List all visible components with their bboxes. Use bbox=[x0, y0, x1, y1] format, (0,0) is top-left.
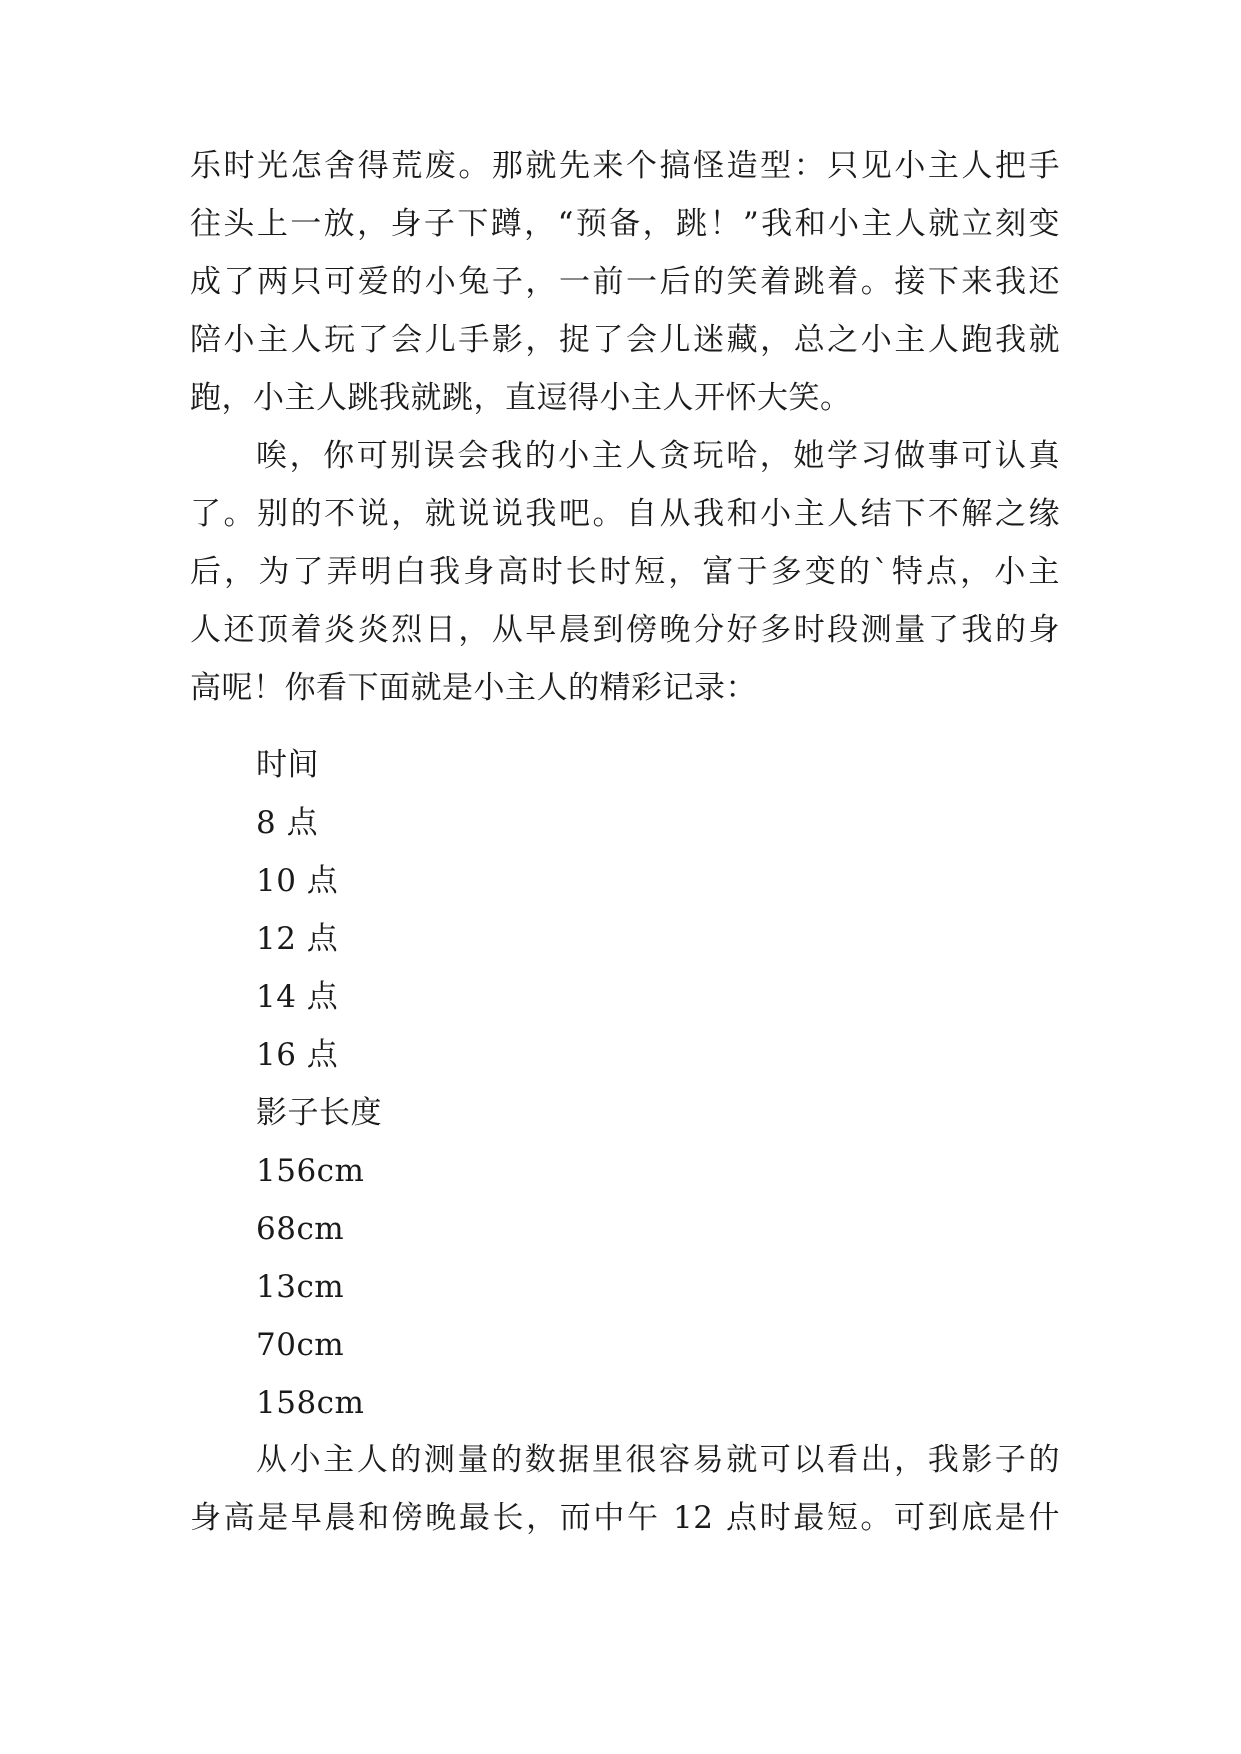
paragraph-2-line-4: 人还顶着炎炎烈日，从早晨到傍晚分好多时段测量了我的身 bbox=[190, 612, 1060, 648]
record-time-item: 10 点 bbox=[256, 863, 339, 899]
paragraph-2-line-3: 后，为了弄明白我身高时长时短，富于多变的`特点，小主 bbox=[190, 554, 1060, 590]
record-time-item: 14 点 bbox=[256, 979, 339, 1015]
paragraph-2-line-1: 唉，你可别误会我的小主人贪玩哈，她学习做事可认真 bbox=[256, 438, 1060, 474]
record-time-item: 12 点 bbox=[256, 921, 339, 957]
record-time-item: 16 点 bbox=[256, 1037, 339, 1073]
record-length-header: 影子长度 bbox=[256, 1095, 382, 1131]
paragraph-1-line-5: 跑，小主人跳我就跳，直逗得小主人开怀大笑。 bbox=[190, 380, 852, 416]
record-time-header: 时间 bbox=[256, 747, 319, 783]
record-length-item: 158cm bbox=[256, 1385, 365, 1421]
paragraph-1-line-3: 成了两只可爱的小兔子，一前一后的笑着跳着。接下来我还 bbox=[190, 264, 1060, 300]
conclusion-line-1: 从小主人的测量的数据里很容易就可以看出，我影子的 bbox=[256, 1442, 1060, 1478]
record-length-item: 70cm bbox=[256, 1327, 345, 1363]
paragraph-1-line-1: 乐时光怎舍得荒废。那就先来个搞怪造型：只见小主人把手 bbox=[190, 148, 1060, 184]
paragraph-2-line-2: 了。别的不说，就说说我吧。自从我和小主人结下不解之缘 bbox=[190, 496, 1060, 532]
paragraph-1-line-2: 往头上一放，身子下蹲，“预备，跳！”我和小主人就立刻变 bbox=[190, 206, 1060, 242]
record-length-item: 156cm bbox=[256, 1153, 365, 1189]
record-length-item: 13cm bbox=[256, 1269, 345, 1305]
record-length-item: 68cm bbox=[256, 1211, 345, 1247]
paragraph-2-line-5: 高呢！你看下面就是小主人的精彩记录： bbox=[190, 670, 757, 706]
paragraph-1-line-4: 陪小主人玩了会儿手影，捉了会儿迷藏，总之小主人跑我就 bbox=[190, 322, 1060, 358]
record-time-item: 8 点 bbox=[256, 805, 319, 841]
conclusion-line-2: 身高是早晨和傍晚最长，而中午 12 点时最短。可到底是什 bbox=[190, 1500, 1060, 1536]
